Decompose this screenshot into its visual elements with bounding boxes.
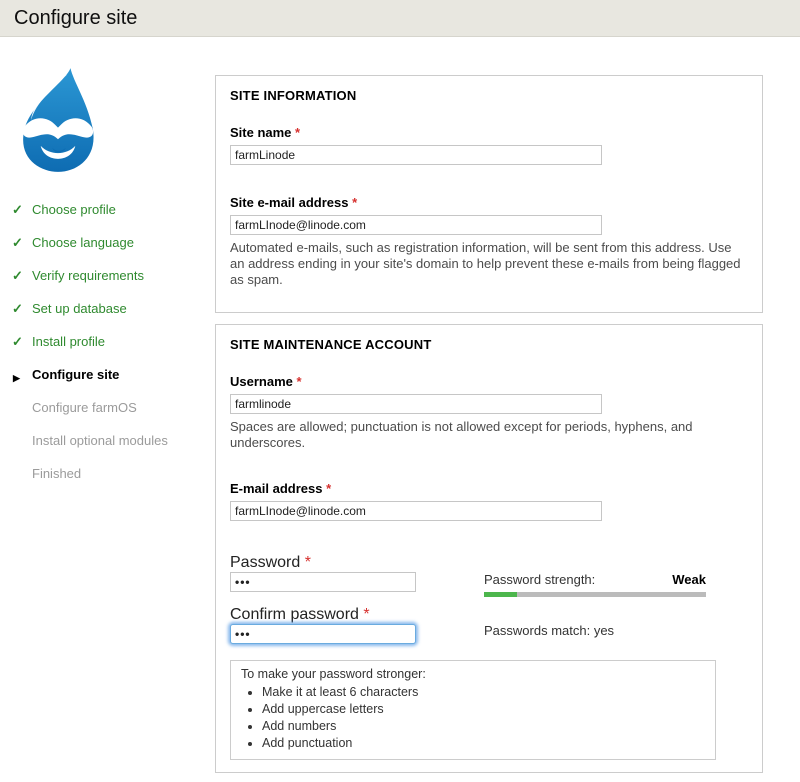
suggestion-item: • Make it at least 6 characters — [262, 684, 705, 700]
step-configure-site — [0, 367, 215, 383]
install-sidebar — [0, 38, 215, 499]
step-label: Choose profile — [32, 202, 116, 217]
password-suggestions-title: To make your password stronger: — [241, 667, 426, 681]
step-label: Finished — [32, 466, 82, 481]
step-set-up-database — [0, 301, 215, 317]
step-label: Configure site — [32, 367, 120, 382]
password-suggestions-list — [241, 684, 705, 751]
required-asterisk: * — [326, 481, 332, 496]
site-name-item — [230, 125, 748, 165]
required-asterisk: * — [352, 195, 358, 210]
install-steps — [0, 202, 215, 482]
step-label: Install optional modules — [32, 433, 168, 448]
account-email-input[interactable] — [230, 501, 602, 521]
confirm-password-item — [230, 606, 484, 644]
username-input[interactable] — [230, 394, 602, 414]
password-suggestions-box — [230, 660, 716, 760]
password-strength-row — [484, 572, 706, 588]
page-title: Configure site — [14, 6, 138, 29]
step-label: Verify requirements — [32, 268, 144, 283]
check-icon: ✓ — [12, 235, 23, 250]
password-strength-level: Weak — [672, 572, 706, 587]
step-label: Set up database — [32, 301, 127, 316]
confirm-password-input[interactable] — [230, 624, 416, 644]
password-input[interactable] — [230, 572, 416, 592]
username-item — [230, 374, 748, 451]
suggestion-item: • Add numbers — [262, 718, 705, 734]
main-content — [215, 37, 763, 773]
passwords-match-status: Passwords match: yes — [484, 623, 615, 638]
confirm-password-label: Confirm password * — [230, 606, 370, 623]
maintenance-account-legend: SITE MAINTENANCE ACCOUNT — [230, 337, 432, 352]
site-email-help: Automated e-mails, such as registration information, will be sent from this address. Use an address ending in your site's domain to help prevent these e-mails from being flagged as spam. — [230, 240, 741, 287]
maintenance-account-panel — [215, 324, 763, 773]
site-name-input[interactable] — [230, 145, 602, 165]
password-feedback — [484, 554, 748, 644]
step-configure-farmos — [0, 400, 215, 416]
step-choose-profile — [0, 202, 215, 218]
step-install-profile — [0, 334, 215, 350]
step-install-optional-modules — [0, 433, 215, 449]
check-icon: ✓ — [12, 202, 23, 217]
required-asterisk: * — [296, 374, 302, 389]
site-email-input[interactable] — [230, 215, 602, 235]
password-label: Password * — [230, 554, 311, 571]
username-label: Username * — [230, 374, 302, 389]
step-label: Choose language — [32, 235, 134, 250]
required-asterisk: * — [304, 554, 311, 571]
step-choose-language — [0, 235, 215, 251]
site-email-label: Site e-mail address * — [230, 195, 358, 210]
password-fields — [230, 554, 484, 644]
account-email-item — [230, 481, 748, 521]
suggestion-item: • Add punctuation — [262, 735, 705, 751]
step-label: Install profile — [32, 334, 105, 349]
account-email-label: E-mail address * — [230, 481, 332, 496]
site-email-item — [230, 195, 748, 288]
page-header — [0, 0, 800, 37]
step-finished — [0, 466, 215, 482]
username-help: Spaces are allowed; punctuation is not allowed except for periods, hyphens, and underscores. — [230, 419, 693, 450]
password-area — [230, 554, 748, 644]
check-icon: ✓ — [12, 268, 23, 283]
strength-bar-fill — [484, 592, 517, 597]
required-asterisk: * — [295, 125, 301, 140]
current-step-arrow-icon: ▶ — [13, 373, 20, 383]
check-icon: ✓ — [12, 301, 23, 316]
password-item — [230, 554, 484, 592]
password-strength-label: Password strength: — [484, 572, 596, 587]
password-strength-track — [484, 592, 706, 597]
required-asterisk: * — [363, 606, 370, 623]
step-label: Configure farmOS — [32, 400, 137, 415]
suggestion-item: • Add uppercase letters — [262, 701, 705, 717]
site-name-label: Site name * — [230, 125, 301, 140]
site-information-legend: SITE INFORMATION — [230, 88, 357, 103]
site-information-panel — [215, 75, 763, 313]
check-icon: ✓ — [12, 334, 23, 349]
step-verify-requirements — [0, 268, 215, 284]
drupal-logo — [10, 66, 106, 174]
